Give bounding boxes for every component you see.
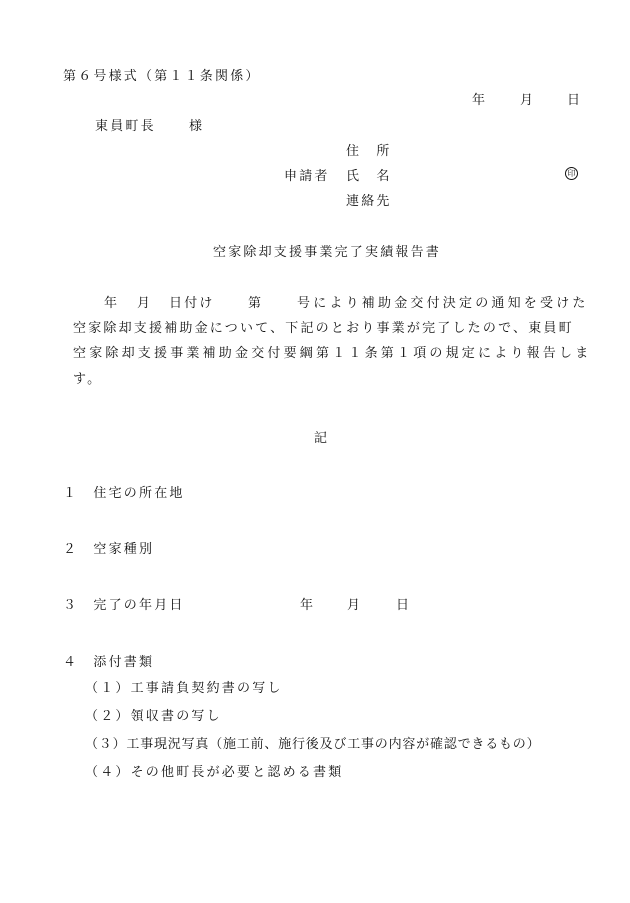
attachment-1: （１）工事請負契約書の写し	[85, 681, 283, 696]
body-line4: す。	[73, 372, 103, 387]
document-title: 空家除却支援事業完了実績報告書	[213, 245, 442, 260]
item-3-day: 日	[396, 598, 412, 613]
item-3-month: 月	[347, 598, 363, 613]
body-number-prefix: 第	[248, 296, 264, 311]
addressee-name: 東員町長	[95, 119, 156, 134]
item-2: ２ 空家種別	[63, 542, 155, 557]
addressee-honorific: 様	[189, 119, 205, 134]
item-4: ４ 添付書類	[63, 655, 155, 670]
applicant-label: 申請者	[284, 169, 330, 184]
attachment-2: （２）領収書の写し	[85, 709, 222, 724]
date-month-label: 月	[520, 93, 536, 108]
ki-heading: 記	[314, 431, 330, 446]
body-day: 日付け	[169, 296, 215, 311]
attachment-4: （４）その他町長が必要と認める書類	[85, 765, 344, 780]
item-3-year: 年	[300, 598, 316, 613]
body-line1-rest: 号により補助金交付決定の通知を受けた	[297, 296, 589, 311]
body-month: 月	[137, 296, 153, 311]
date-year-label: 年	[472, 93, 488, 108]
applicant-contact-label: 連絡先	[346, 194, 392, 209]
body-year: 年	[104, 296, 120, 311]
item-3: ３ 完了の年月日	[63, 598, 185, 613]
seal-mark: 印	[565, 167, 578, 180]
body-line2: 空家除却支援補助金について、下記のとおり事業が完了したので、東員町	[73, 321, 574, 336]
item-1: １ 住宅の所在地	[63, 486, 185, 501]
form-label: 第６号様式（第１１条関係）	[63, 69, 261, 84]
applicant-name-label: 氏 名	[346, 169, 392, 184]
body-line3: 空家除却支援事業補助金交付要綱第１１条第１項の規定により報告しま	[73, 346, 592, 361]
date-day-label: 日	[567, 93, 583, 108]
attachment-3: （３）工事現況写真（施工前、施行後及び工事の内容が確認できるもの）	[85, 737, 541, 752]
applicant-address-label: 住 所	[346, 144, 392, 159]
